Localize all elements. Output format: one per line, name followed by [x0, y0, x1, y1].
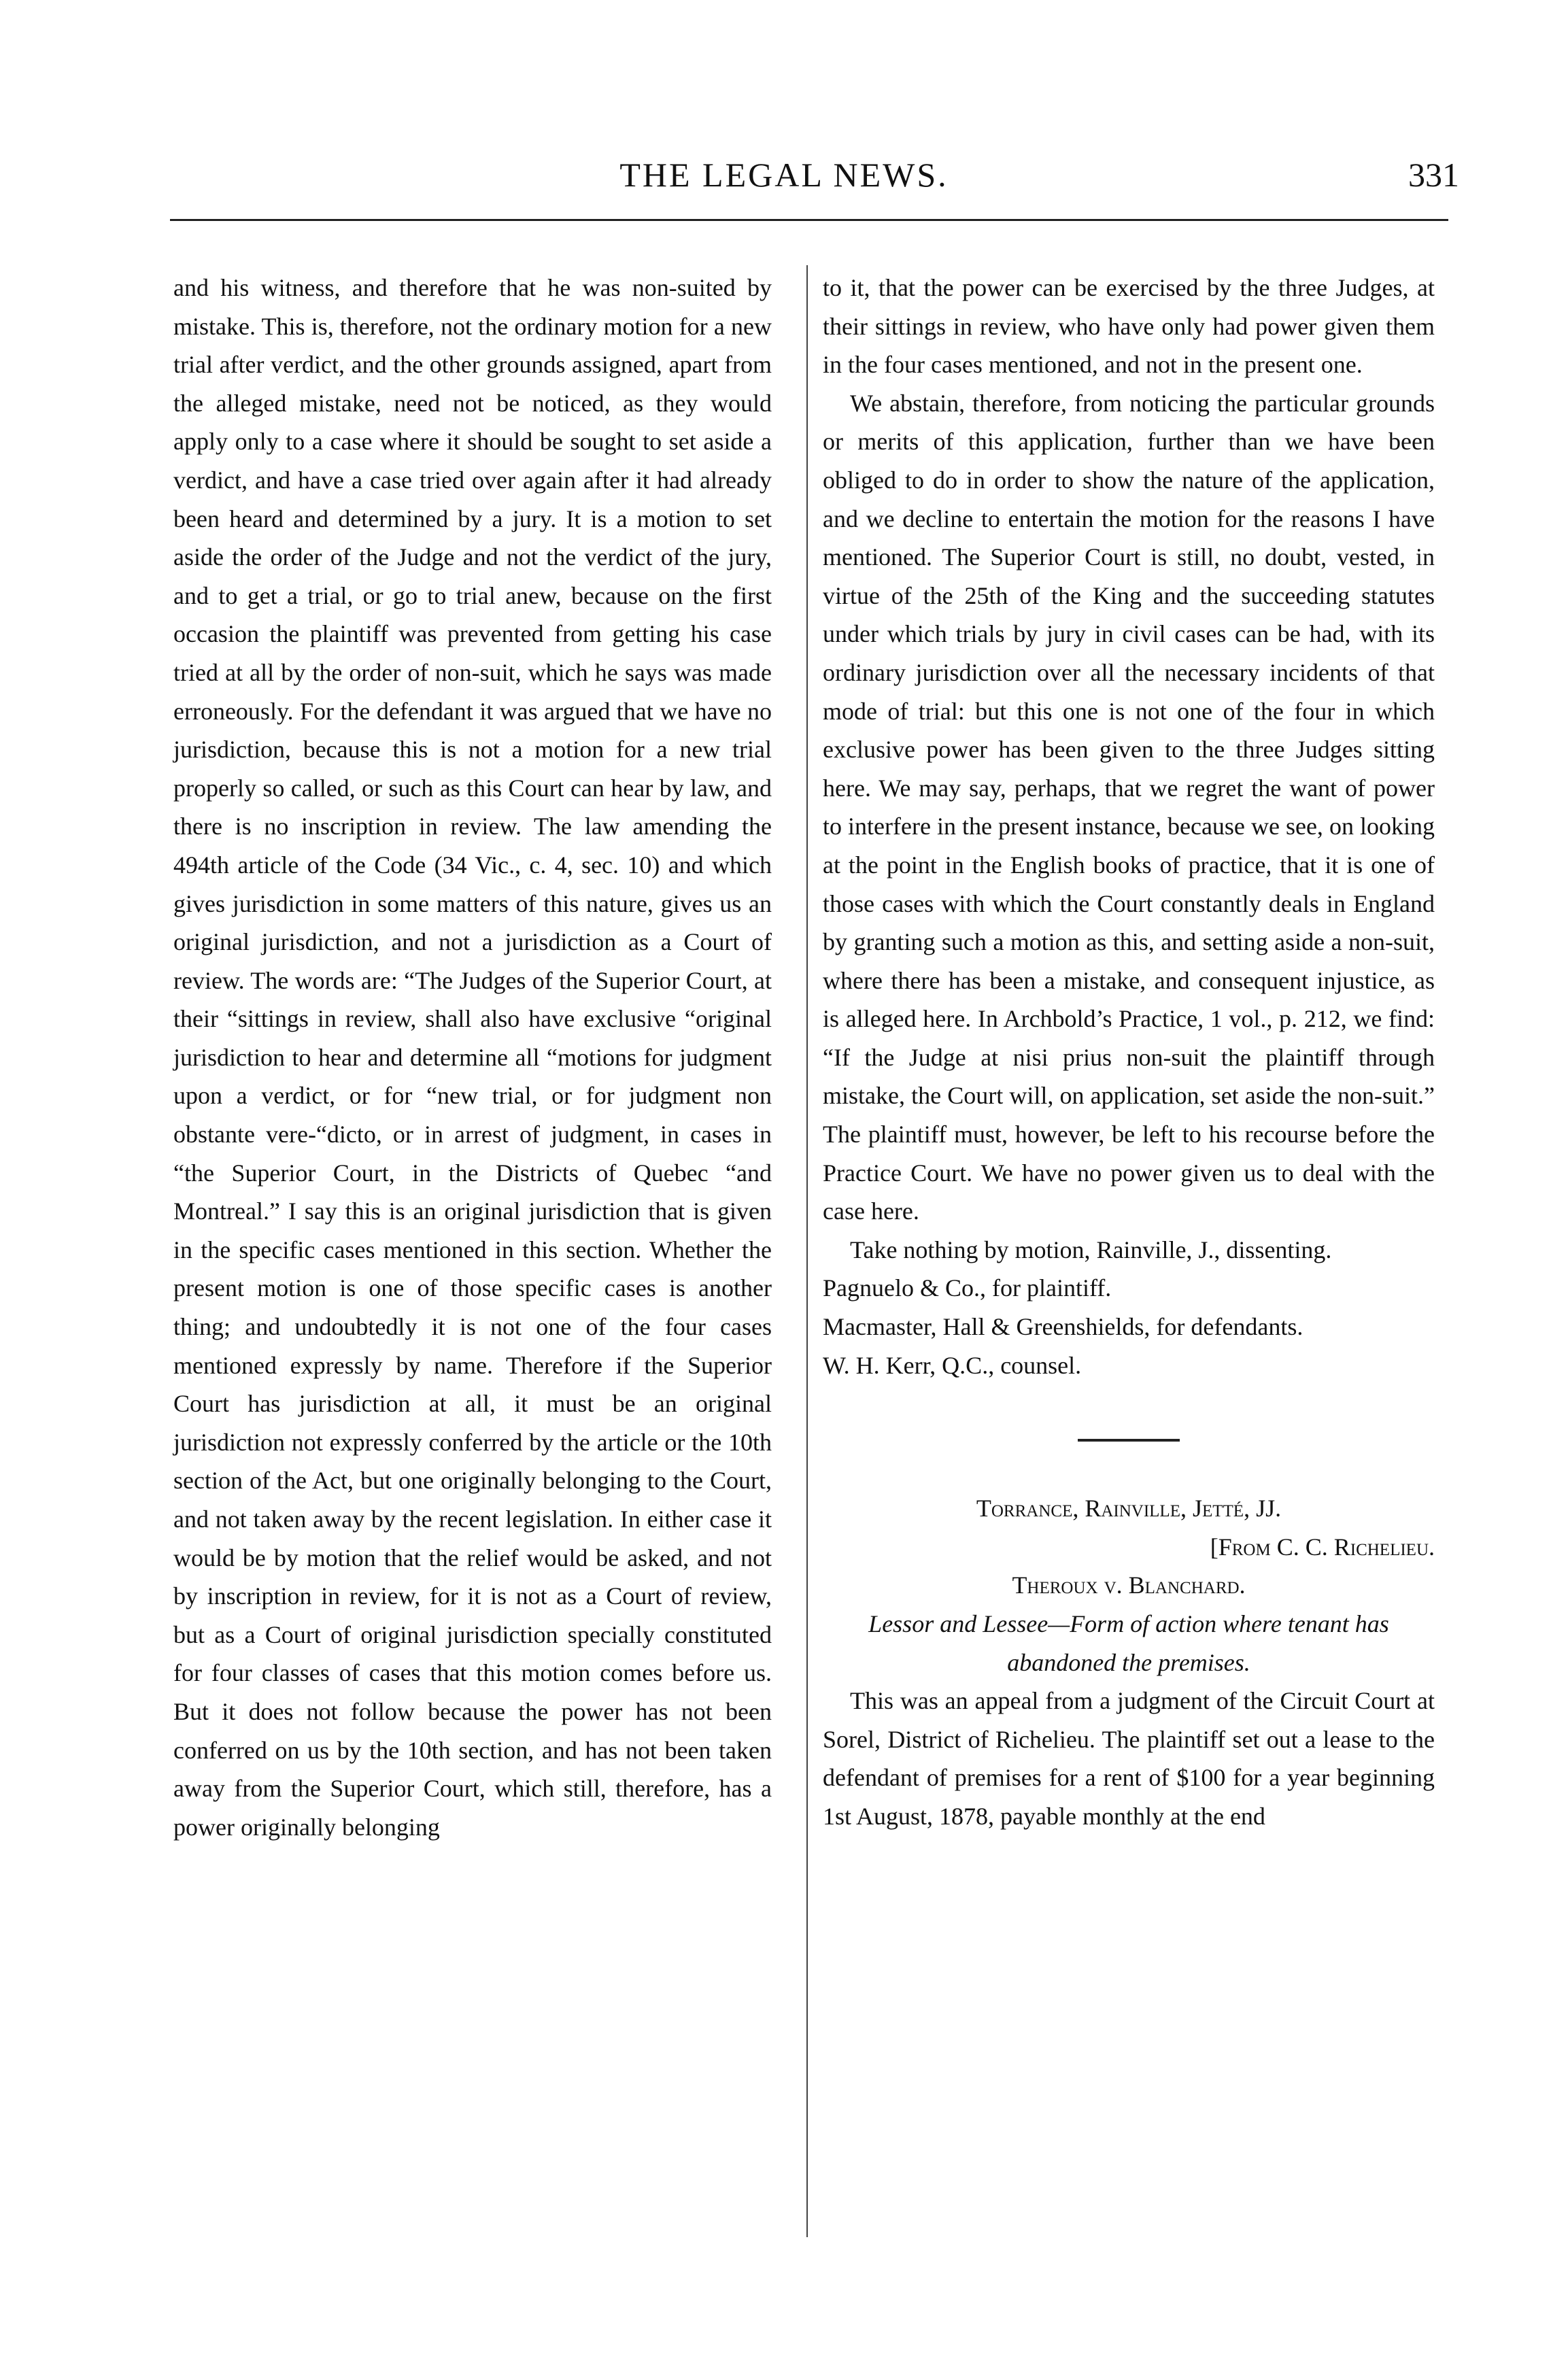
right-column: [823, 269, 1435, 1836]
section-separator: [1078, 1439, 1180, 1442]
headnote: Lessor and Lessee—Form of action where tenant has abandoned the premises.: [868, 1610, 1389, 1676]
running-head: [0, 155, 1568, 209]
judges-line: Torrance, Rainville, Jetté, JJ.: [976, 1495, 1282, 1522]
court-origin: [From C. C. Richelieu.: [1210, 1533, 1435, 1561]
judgment-line: Take nothing by motion, Rainville, J., dissenting.: [850, 1236, 1332, 1263]
header-rule: [170, 219, 1448, 221]
journal-title: THE LEGAL NEWS.: [619, 156, 949, 194]
column-divider: [806, 265, 808, 2237]
page-number: 331: [1408, 156, 1459, 194]
left-column-text: and his witness, and therefore that he was non-suited by mistake. This is, therefore, not the ordinary motion for a new trial after verdict, and the other grounds assigned, apart from the alleged mistake, need not be noticed, as they would apply only to a case where it should be sought to set aside a verdict, and have a case tried over again after it had already been heard and determined by a jury. It is a motion to set aside the order of the Judge and not the verdict of the jury, and to get a trial, or go to trial anew, because on the first occasion the plaintiff was prevented from getting his case tried at all by the order of non-suit, which he says was made erroneously. For the defendant it was argued that we have no jurisdiction, because this is not a motion for a new trial properly so called, or such as this Court can hear by law, and there is no inscription in review. The law amending the 494th article of the Code (34 Vic., c. 4, sec. 10) and which gives jurisdiction in some matters of this nature, gives us an original jurisdiction, and not a jurisdiction as a Court of review. The words are: “The Judges of the Superior Court, at their “sittings in review, shall also have exclusive “original jurisdiction to hear and determine all “motions for judgment upon a verdict, or for “new trial, or for judgment non obstante vere-“dicto, or in arrest of judgment, in cases in “the Superior Court, in the Districts of Quebec “and Montreal.” I say this is an original jurisdiction that is given in the specific cases mentioned in this section. Whether the present motion is one of those specific cases is another thing; and undoubtedly it is not one of the four cases mentioned expressly by name. Therefore if the Superior Court has jurisdiction at all, it must be an original jurisdiction not expressly conferred by the article or the 10th section of the Act, but one originally belonging to the Court, and not taken away by the recent legislation. In either case it would be by motion that the relief would be asked, and not by inscription in review, for it is not as a Court of review, but as a Court of original jurisdiction specially constituted for four classes of cases that this motion comes before us. But it does not follow because the power has not been conferred on us by the 10th section, and has not been taken away from the Superior Court, which still, therefore, has a power originally belonging: [173, 274, 772, 1841]
case-paragraph: This was an appeal from a judgment of the Circuit Court at Sorel, District of Richelieu. The plaintiff set out a lease to the defendant of premises for a rent of $100 for a year beginning 1st August, 1878, payable monthly at the end: [823, 1687, 1435, 1830]
opinion-paragraph-2: We abstain, therefore, from noticing the particular grounds or merits of this application, further than we have been obliged to do in order to show the nature of the application, and we decline to entertain the motion for the reasons I have mentioned. The Superior Court is still, no doubt, vested, in virtue of the 25th of the King and the succeeding statutes under which trials by jury in civil cases can be had, with its ordinary jurisdiction over all the necessary incidents of that mode of trial: but this one is not one of the four in which exclusive power has been given to the three Judges sitting here. We may say, perhaps, that we regret the want of power to interfere in the present instance, because we see, on looking at the point in the English books of practice, that it is one of those cases with which the Court constantly deals in England by granting such a motion as this, and setting aside a non-suit, where there has been a mistake, and consequent injustice, as is alleged here. In Archbold’s Practice, 1 vol., p. 212, we find: “If the Judge at nisi prius non-suit the plaintiff through mistake, the Court will, on application, set aside the non-suit.” The plaintiff must, however, be left to his recourse before the Practice Court. We have no power given us to deal with the case here.: [823, 389, 1435, 1225]
case-name: Theroux v. Blanchard.: [1012, 1571, 1246, 1599]
counsel-extra: W. H. Kerr, Q.C., counsel.: [823, 1351, 1082, 1379]
left-column: [173, 269, 772, 1846]
counsel-defendants: Macmaster, Hall & Greenshields, for defendants.: [823, 1313, 1303, 1341]
counsel-plaintiff: Pagnuelo & Co., for plaintiff.: [823, 1274, 1112, 1302]
opinion-paragraph-1: to it, that the power can be exercised by the three Judges, at their sittings in review, who have only had power given them in the four cases mentioned, and not in the present one.: [823, 274, 1435, 379]
